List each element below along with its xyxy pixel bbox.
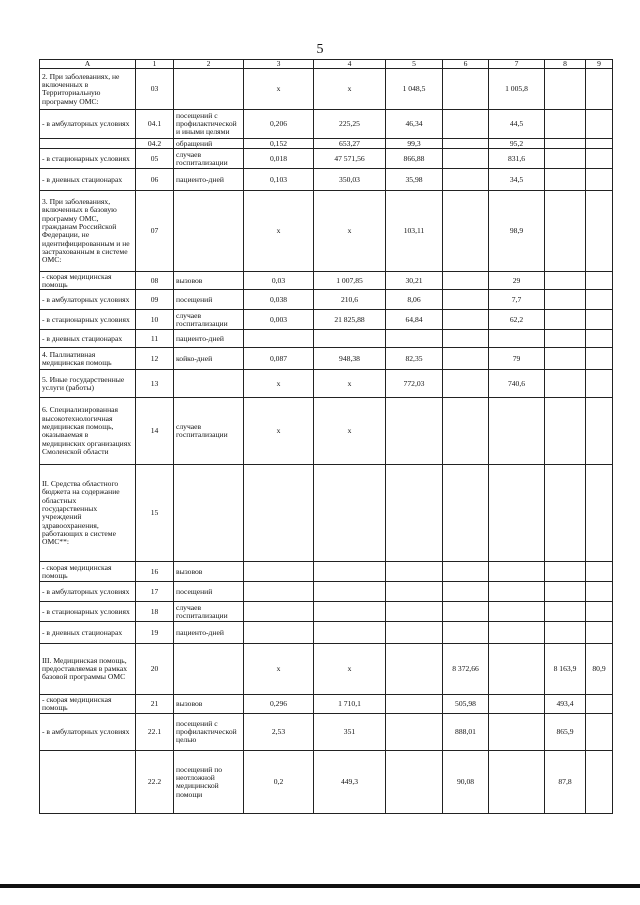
table-cell: 04.1 <box>136 110 174 139</box>
table-cell <box>545 330 586 348</box>
table-cell <box>545 310 586 330</box>
table-cell <box>386 465 443 562</box>
table-cell: 95,2 <box>489 139 545 149</box>
table-cell: х <box>244 398 314 465</box>
table-cell: пациенто-дней <box>174 169 244 191</box>
table-cell: 16 <box>136 562 174 582</box>
table-cell: 14 <box>136 398 174 465</box>
table-cell: х <box>314 644 386 695</box>
table-cell: обращений <box>174 139 244 149</box>
table-cell: 0,296 <box>244 695 314 714</box>
table-cell <box>244 622 314 644</box>
table-cell: х <box>244 69 314 110</box>
table-cell <box>443 191 489 272</box>
table-cell: 08 <box>136 272 174 290</box>
table-cell: 1 007,85 <box>314 272 386 290</box>
table-cell <box>545 110 586 139</box>
table-cell: 0,018 <box>244 149 314 169</box>
table-cell: посещений <box>174 290 244 310</box>
table-cell: 8 372,66 <box>443 644 489 695</box>
table-cell <box>489 465 545 562</box>
table-cell: 1 710,1 <box>314 695 386 714</box>
table-cell <box>443 149 489 169</box>
table-cell: 19 <box>136 622 174 644</box>
table-cell <box>545 348 586 370</box>
table-cell: 3. При заболеваниях, включенных в базовую программу ОМС, гражданам Российской Федерации, не идентифицированным и не застрахованным в системе ОМС: <box>40 191 136 272</box>
table-cell: 1 048,5 <box>386 69 443 110</box>
column-header: 2 <box>174 60 244 69</box>
table-cell: 0,038 <box>244 290 314 310</box>
table-cell <box>545 149 586 169</box>
table-cell: случаев госпитализации <box>174 602 244 622</box>
table-cell: 05 <box>136 149 174 169</box>
table-cell <box>586 622 613 644</box>
table-cell <box>443 465 489 562</box>
table-cell: - скорая медицинская помощь <box>40 695 136 714</box>
table-cell: х <box>314 398 386 465</box>
table-cell: 0,2 <box>244 751 314 814</box>
table-row <box>40 714 613 751</box>
table-cell: 103,11 <box>386 191 443 272</box>
table-cell <box>489 714 545 751</box>
table-cell: 64,84 <box>386 310 443 330</box>
table-cell <box>244 465 314 562</box>
table-cell: - в амбулаторных условиях <box>40 582 136 602</box>
table-cell <box>586 110 613 139</box>
table-cell: 35,98 <box>386 169 443 191</box>
table-cell <box>314 330 386 348</box>
table-row <box>40 139 613 149</box>
table-cell: посещений <box>174 582 244 602</box>
table-body <box>40 69 613 814</box>
table-cell: 505,98 <box>443 695 489 714</box>
table-cell <box>314 582 386 602</box>
table-cell <box>443 622 489 644</box>
table-cell <box>586 582 613 602</box>
table-row <box>40 149 613 169</box>
table-cell <box>443 348 489 370</box>
table-cell <box>586 465 613 562</box>
table-cell <box>443 69 489 110</box>
table-cell <box>545 370 586 398</box>
table-cell <box>489 751 545 814</box>
table-cell <box>443 370 489 398</box>
column-header: 3 <box>244 60 314 69</box>
table-cell: - в стационарных условиях <box>40 602 136 622</box>
table-cell: 210,6 <box>314 290 386 310</box>
table-cell <box>586 272 613 290</box>
table-cell <box>174 191 244 272</box>
table-cell: 2. При заболеваниях, не включенных в Территориальную программу ОМС: <box>40 69 136 110</box>
table-cell: 22.1 <box>136 714 174 751</box>
table-cell: 772,03 <box>386 370 443 398</box>
table-cell: х <box>314 370 386 398</box>
table-cell: 20 <box>136 644 174 695</box>
table-cell <box>489 582 545 602</box>
table-cell <box>586 69 613 110</box>
table-cell <box>244 330 314 348</box>
table-cell: 22.2 <box>136 751 174 814</box>
table-row <box>40 751 613 814</box>
table-cell: 80,9 <box>586 644 613 695</box>
table-row <box>40 69 613 110</box>
table-cell: 09 <box>136 290 174 310</box>
table-cell <box>586 348 613 370</box>
column-header: 9 <box>586 60 613 69</box>
table-cell <box>586 714 613 751</box>
table-cell: 888,01 <box>443 714 489 751</box>
table-cell: 8,06 <box>386 290 443 310</box>
table-cell <box>443 582 489 602</box>
table-cell: 0,03 <box>244 272 314 290</box>
table-cell: вызовов <box>174 562 244 582</box>
table-cell: пациенто-дней <box>174 330 244 348</box>
table-cell: 11 <box>136 330 174 348</box>
table-cell <box>586 562 613 582</box>
table-cell: 493,4 <box>545 695 586 714</box>
table-cell: - в амбулаторных условиях <box>40 714 136 751</box>
table-cell: случаев госпитализации <box>174 149 244 169</box>
table-cell <box>545 69 586 110</box>
table-cell <box>545 272 586 290</box>
table-cell: 21 <box>136 695 174 714</box>
table-row <box>40 622 613 644</box>
table-cell: 866,88 <box>386 149 443 169</box>
table-cell: х <box>314 69 386 110</box>
column-header: 6 <box>443 60 489 69</box>
column-header: 5 <box>386 60 443 69</box>
table-cell <box>586 751 613 814</box>
table-row <box>40 370 613 398</box>
table-cell <box>545 562 586 582</box>
table-row <box>40 191 613 272</box>
table-cell: х <box>244 191 314 272</box>
table-cell <box>443 290 489 310</box>
table-cell <box>386 751 443 814</box>
table-cell: 82,35 <box>386 348 443 370</box>
table-cell: - в стационарных условиях <box>40 149 136 169</box>
table-cell: случаев госпитализации <box>174 398 244 465</box>
table-cell: 17 <box>136 582 174 602</box>
table-cell <box>174 465 244 562</box>
table-cell: 46,34 <box>386 110 443 139</box>
table-cell: 8 163,9 <box>545 644 586 695</box>
table-cell: 07 <box>136 191 174 272</box>
table-cell: - в амбулаторных условиях <box>40 110 136 139</box>
table-cell <box>386 602 443 622</box>
table-cell <box>586 398 613 465</box>
table-cell <box>545 582 586 602</box>
table-cell: 0,003 <box>244 310 314 330</box>
table-cell <box>386 644 443 695</box>
table-cell: 12 <box>136 348 174 370</box>
table-cell <box>244 602 314 622</box>
table-cell: 740,6 <box>489 370 545 398</box>
table-cell <box>244 582 314 602</box>
table-cell: 6. Специализированная высокотехнологичная медицинская помощь, оказываемая в медицинских организациях Смоленской области <box>40 398 136 465</box>
table-cell: 350,03 <box>314 169 386 191</box>
table-cell: 653,27 <box>314 139 386 149</box>
table-cell: 34,5 <box>489 169 545 191</box>
table-cell <box>174 370 244 398</box>
table-cell <box>545 465 586 562</box>
table-cell: 87,8 <box>545 751 586 814</box>
table-row <box>40 310 613 330</box>
table-cell: 0,103 <box>244 169 314 191</box>
table-cell: - в дневных стационарах <box>40 330 136 348</box>
table-cell <box>386 562 443 582</box>
financing-table <box>39 59 613 814</box>
table-cell: III. Медицинская помощь, предоставляемая в рамках базовой программы ОМС <box>40 644 136 695</box>
table-cell <box>545 290 586 310</box>
table-cell <box>443 272 489 290</box>
table-cell <box>545 622 586 644</box>
table-cell <box>174 644 244 695</box>
table-cell: посещений с профилактической целью <box>174 714 244 751</box>
table-cell: 90,08 <box>443 751 489 814</box>
table-cell: посещений по неотложной медицинской помощи <box>174 751 244 814</box>
table-row <box>40 465 613 562</box>
table-cell <box>386 714 443 751</box>
column-header: 4 <box>314 60 386 69</box>
table-cell: 79 <box>489 348 545 370</box>
table-cell <box>586 370 613 398</box>
table-row <box>40 562 613 582</box>
table-cell: 831,6 <box>489 149 545 169</box>
table-row <box>40 348 613 370</box>
table-cell: случаев госпитализации <box>174 310 244 330</box>
table-cell: х <box>314 191 386 272</box>
table-cell: 225,25 <box>314 110 386 139</box>
table-cell: 7,7 <box>489 290 545 310</box>
table-cell: 29 <box>489 272 545 290</box>
table-cell <box>489 562 545 582</box>
table-cell <box>443 110 489 139</box>
table-cell <box>586 191 613 272</box>
table-cell: посещений с профилактической и иными целями <box>174 110 244 139</box>
table-cell <box>174 69 244 110</box>
table-cell <box>314 562 386 582</box>
table-cell <box>586 169 613 191</box>
table-cell: 21 825,88 <box>314 310 386 330</box>
table-cell: вызовов <box>174 695 244 714</box>
table-row <box>40 110 613 139</box>
table-cell: 44,5 <box>489 110 545 139</box>
table-cell: 2,53 <box>244 714 314 751</box>
table-cell: 30,21 <box>386 272 443 290</box>
column-header: 8 <box>545 60 586 69</box>
page-number: 5 <box>316 42 324 57</box>
table-cell: 98,9 <box>489 191 545 272</box>
table-cell: 0,087 <box>244 348 314 370</box>
table-row <box>40 290 613 310</box>
table-cell <box>489 330 545 348</box>
table-cell: 865,9 <box>545 714 586 751</box>
table-cell <box>586 139 613 149</box>
table-cell: 47 571,56 <box>314 149 386 169</box>
table-cell <box>545 139 586 149</box>
table-cell <box>443 139 489 149</box>
table-row <box>40 169 613 191</box>
table-cell: II. Средства областного бюджета на содержание областных государственных учреждений здравоохранения, работающих в системе ОМС**: <box>40 465 136 562</box>
header-row <box>40 60 613 69</box>
table-cell <box>545 602 586 622</box>
table-cell <box>40 139 136 149</box>
table-cell <box>489 622 545 644</box>
table-cell <box>386 622 443 644</box>
column-header: 7 <box>489 60 545 69</box>
table-cell <box>443 398 489 465</box>
table-row <box>40 602 613 622</box>
table-cell <box>386 330 443 348</box>
table-cell <box>586 695 613 714</box>
table-cell: 1 005,8 <box>489 69 545 110</box>
table-cell: 948,38 <box>314 348 386 370</box>
table-row <box>40 272 613 290</box>
table-cell <box>386 398 443 465</box>
table-cell: 449,3 <box>314 751 386 814</box>
table-row <box>40 582 613 602</box>
table-cell: - в дневных стационарах <box>40 169 136 191</box>
table-cell <box>443 562 489 582</box>
table-cell <box>443 330 489 348</box>
table-cell <box>586 290 613 310</box>
table-cell <box>489 398 545 465</box>
table-cell: х <box>244 644 314 695</box>
table-cell: 99,3 <box>386 139 443 149</box>
table-cell <box>40 751 136 814</box>
table-cell: 0,206 <box>244 110 314 139</box>
column-header: А <box>40 60 136 69</box>
table-cell: х <box>244 370 314 398</box>
table-row <box>40 330 613 348</box>
table-cell <box>386 695 443 714</box>
table-cell <box>386 582 443 602</box>
table-cell <box>489 695 545 714</box>
table-cell <box>489 602 545 622</box>
table-cell <box>586 330 613 348</box>
table-cell: - скорая медицинская помощь <box>40 562 136 582</box>
table-cell <box>586 602 613 622</box>
table-cell: 62,2 <box>489 310 545 330</box>
table-cell <box>244 562 314 582</box>
table-cell: 5. Иные государственные услуги (работы) <box>40 370 136 398</box>
table-row <box>40 398 613 465</box>
table-cell <box>586 149 613 169</box>
table-cell <box>545 169 586 191</box>
table-cell: - скорая медицинская помощь <box>40 272 136 290</box>
column-header: 1 <box>136 60 174 69</box>
table-cell <box>443 169 489 191</box>
table-cell <box>443 310 489 330</box>
bottom-rule <box>0 884 640 888</box>
table-cell: койко-дней <box>174 348 244 370</box>
table-cell: 18 <box>136 602 174 622</box>
table-cell <box>545 191 586 272</box>
table-cell: 13 <box>136 370 174 398</box>
table-cell: пациенто-дней <box>174 622 244 644</box>
table-cell: 0,152 <box>244 139 314 149</box>
table-cell <box>443 602 489 622</box>
table-cell: 10 <box>136 310 174 330</box>
table-cell <box>489 644 545 695</box>
table-cell: - в дневных стационарах <box>40 622 136 644</box>
table-cell <box>545 398 586 465</box>
table-cell: вызовов <box>174 272 244 290</box>
table-cell: - в стационарных условиях <box>40 310 136 330</box>
table-cell: 351 <box>314 714 386 751</box>
table-cell: 04.2 <box>136 139 174 149</box>
table-cell <box>586 310 613 330</box>
table-cell <box>314 602 386 622</box>
table-cell: 4. Паллиативная медицинская помощь <box>40 348 136 370</box>
table-cell: - в амбулаторных условиях <box>40 290 136 310</box>
table-cell: 06 <box>136 169 174 191</box>
table-row <box>40 695 613 714</box>
table-cell <box>314 622 386 644</box>
table-cell <box>314 465 386 562</box>
table-cell: 15 <box>136 465 174 562</box>
table-row <box>40 644 613 695</box>
table-cell: 03 <box>136 69 174 110</box>
